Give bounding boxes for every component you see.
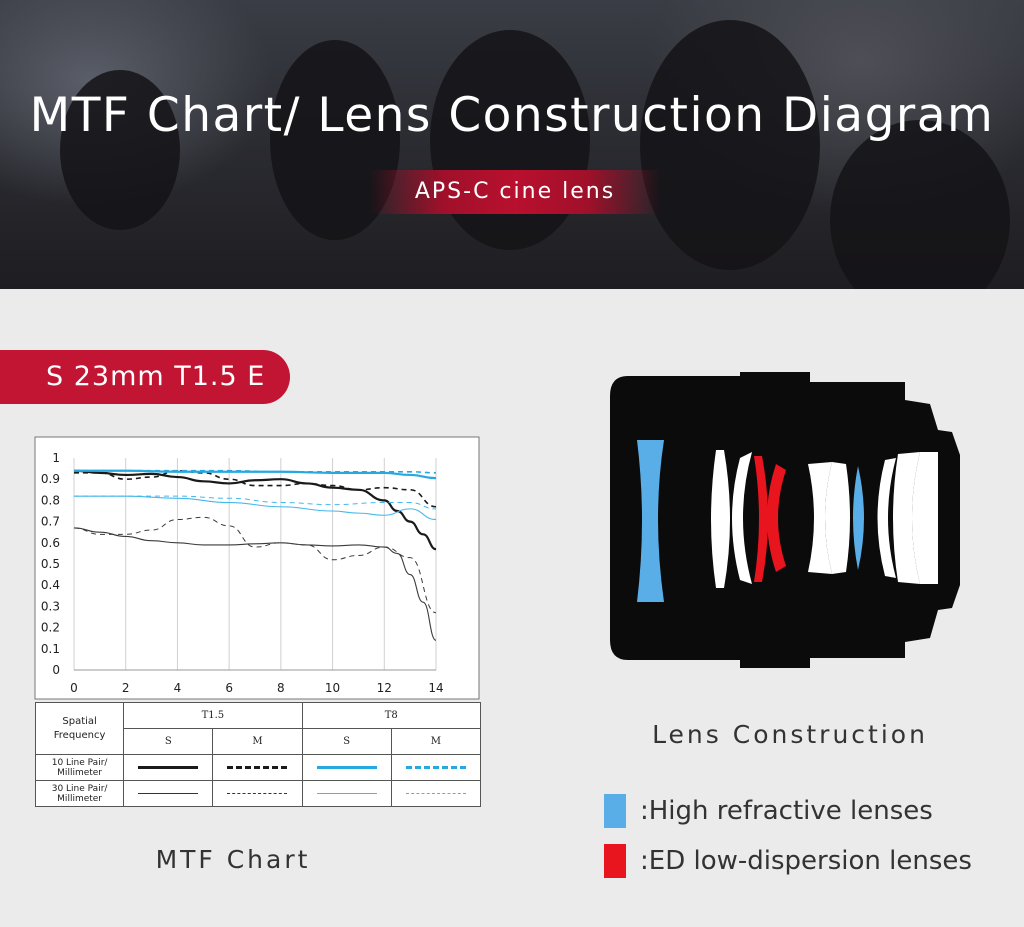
frequency-label-line: Millimeter	[57, 767, 103, 778]
x-tick-label: 14	[428, 681, 444, 695]
legend-sample-t8-10-s	[302, 755, 391, 781]
x-tick-label: 4	[173, 681, 182, 695]
lens-construction-caption: Lens Construction	[652, 720, 928, 749]
x-tick-label: 6	[225, 681, 233, 695]
y-tick-label: 0.2	[40, 620, 60, 635]
legend-item-ed-low-dispersion	[604, 843, 972, 879]
legend-sample-t15-10-m	[213, 755, 302, 781]
x-tick-label: 2	[121, 681, 130, 695]
x-tick-label: 12	[376, 681, 392, 695]
y-tick-label: 0.5	[40, 557, 60, 571]
y-tick-label: 0.6	[40, 535, 60, 550]
y-tick-label: 0.3	[40, 599, 60, 614]
legend-label: :ED low-dispersion lenses	[640, 846, 972, 876]
legend-sample-t8-30-s	[302, 781, 391, 807]
legend-swatch-blue	[604, 794, 626, 828]
legend-sample-t8-10-m	[391, 755, 480, 781]
frequency-label-line: 10 Line Pair/	[51, 757, 108, 768]
aperture-header-t15: T1.5	[124, 703, 302, 729]
lens-construction-diagram	[600, 370, 980, 680]
page-title: MTF Chart/ Lens Construction Diagram	[29, 88, 995, 143]
legend-item-high-refractive	[604, 793, 933, 829]
x-tick-label: 10	[324, 681, 341, 695]
y-tick-label: 0.7	[40, 514, 60, 529]
lens-type-badge: APS-C cine lens	[370, 170, 660, 214]
meridional-header: M	[213, 729, 302, 755]
aperture-header-t8: T8	[302, 703, 480, 729]
frequency-label-line: Millimeter	[57, 793, 103, 804]
y-tick-label: 1	[52, 451, 60, 465]
mtf-chart-caption: MTF Chart	[155, 845, 311, 874]
sagittal-header: S	[124, 729, 213, 755]
header-banner	[0, 0, 1024, 289]
legend-sample-t8-30-m	[391, 781, 480, 807]
mtf-chart-frame	[35, 437, 479, 699]
legend-sample-t15-30-m	[213, 781, 302, 807]
mtf-legend-table	[35, 702, 481, 807]
lens-element	[825, 462, 850, 574]
mtf-chart	[34, 436, 482, 702]
x-tick-label: 0	[70, 681, 78, 695]
y-tick-label: 0	[52, 663, 60, 677]
legend-sample-t15-10-s	[124, 755, 213, 781]
banner-silhouette	[640, 20, 820, 270]
y-tick-label: 0.4	[40, 578, 60, 593]
frequency-label-10lp	[36, 755, 124, 781]
spatial-frequency-line-1: Spatial	[62, 716, 97, 727]
legend-swatch-red	[604, 844, 626, 878]
meridional-header: M	[391, 729, 480, 755]
frequency-label-line: 30 Line Pair/	[51, 783, 108, 794]
frequency-label-30lp	[36, 781, 124, 807]
banner-silhouette	[830, 120, 1010, 289]
y-tick-label: 0.9	[40, 472, 60, 487]
x-tick-label: 8	[277, 681, 285, 695]
y-tick-label: 0.1	[40, 641, 60, 656]
spatial-frequency-line-2: Frequency	[53, 730, 106, 741]
spatial-frequency-header	[36, 703, 124, 755]
y-tick-label: 0.8	[40, 493, 60, 508]
sagittal-header: S	[302, 729, 391, 755]
model-name-tab: S 23mm T1.5 E	[0, 350, 290, 404]
legend-sample-t15-30-s	[124, 781, 213, 807]
legend-label: :High refractive lenses	[640, 796, 933, 826]
